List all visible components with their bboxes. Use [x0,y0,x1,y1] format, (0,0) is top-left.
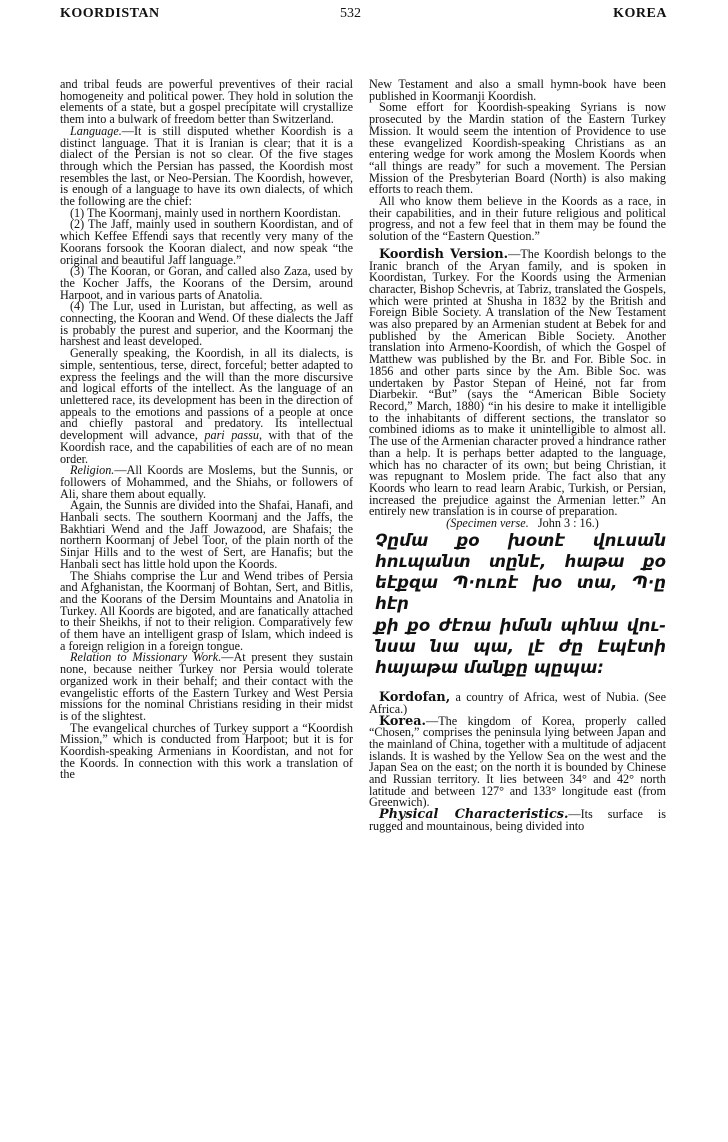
paragraph: and tribal feuds are powerful preventives of their racial homogeneity and political power. They hold in solution the elements of a state, but a gospel precipitate will crystallize them into a bulwark of freedom better than Switzerland. [60,77,353,127]
running-head-right: KOREA [613,6,667,21]
religion-heading: Religion. [70,463,115,478]
page-number: 532 [340,6,361,21]
paragraph: The evangelical churches of Turkey support a “Koordish Mission,” which is conducted from Harpoot; but it is for Koordish-speaking Armenians in Koordistan, and not for the Koords. In connection with this work a translation of the [60,720,353,782]
page-header [60,2,667,24]
specimen-line: նսա նա պա, լէ ժը Էպէտի [375,636,666,656]
kordofan-entry: Kordofan, a country of Africa, west of Nubia. (See Africa.) [369,690,666,716]
paragraph: All who know them believe in the Koords as a race, in their capabilities, and in their future religious and political progress, and not a few feel that in them may be found the solution of the “Eastern Question.” [369,194,666,244]
paragraph: Some effort for Koordish-speaking Syrians is now prosecuted by the Mardin station of the Eastern Turkey Mission. It would seem the intention of Providence to use these evangelized Koordish-speaking Christians as an entering wedge for work among the Moslem Koords when “all things are ready” for such a movement. The Persian Mission of the Presbyterian Board (North) is also making efforts to reach them. [369,100,666,197]
specimen-line: քի քօ ժէռա իման պհնա վու- [375,615,666,635]
koordish-version-entry: Koordish Version.—The Koordish belongs to the Iranic branch of the Aryan family, and is spoken in Koordistan, Turkey. For the Koords using the Armenian character, Bishop Schevris, at Tabriz, translated the Gospels, which were printed at Shusha in 1832 by the British and Foreign Bible Society. A translation of the New Testament was also prepared by an Armenian student at Bebek for and published by the American Bible Society. Another translation into Armeno-Koordish, of which the Gospel of Matthew was published by the Br. and For. Bible Soc. in 1856 and other parts since by the Am. Bible Soc. was undertaken by Pastor Stepan of Heiné, not far from Diarbekir. “But” (says the “American Bible Society Record,” March, 1880) “in his desire to make it intelligible to the inhabitants of different sections, the translator so combined idioms as to make it unintelligible to almost all. The use of the Armenian character proved a hindrance rather than a help. It is perhaps better adapted to the language, which has no character of its own; but being Christian, it was repugnant to Moslem pride. The fact also that any Koords who learn to read learn Arabic, Turkish, or Persian, increased the prejudice against the Armenian letter.” An entirely new translation is in course of preparation. [369,246,666,519]
korea-heading: Korea. [379,713,427,729]
missionary-heading: Relation to Missionary Work. [70,650,222,665]
dialect-koormanj: (1) The Koormanj, mainly used in northern Koordistan. [70,205,341,220]
missionary-paragraph: Relation to Missionary Work.—At present they sustain none, because neither Turkey nor Persia would tolerate organized work in their behalf; and their contact with the evangelistic efforts of the Eastern Turkey and West Persia missions for the nominal Christians residing in their midst is of the slightest. [60,650,353,723]
specimen-verse [369,530,666,678]
language-paragraph: Language.—It is still disputed whether Koordish is a distinct language. That it is Iranian is clear; that it is a dialect of the Persian is not so clear. Of the five stages through which the Persian has passed, the Koordish most resembles the last, or Neo-Persian. The Koordish, however, is enough of a language to have its own dialects, of which the following are the chief: [60,123,353,209]
specimen-caption: (Specimen verse. John 3 : 16.) [446,516,599,531]
paragraph: Again, the Sunnis are divided into the Shafai, Hanafi, and Hanbali sects. The southern Koormanj and the Jaffs, the Bakhtiari Wend and the Jaff Jowazood, are Shafais; the northern Koormanj of Jebel Toor, of the plain north of the Sinjar Hills and to the west of Sert, are Hanafis; but the Hanbali sect has little hold upon the Koords. [60,498,353,571]
specimen-line: եէքզա Պ·ուռէ խօ տա, Պ·ը հէր [375,573,666,614]
religion-paragraph: Religion.—All Koords are Moslems, but the Sunnis, or followers of Mohammed, and the Shiahs, or followers of Ali, share them about equally. [60,463,353,501]
specimen-line: Չըմա քօ խօտէ վուսան [375,530,666,550]
korea-entry: Korea.—The kingdom of Korea, properly called “Chosen,” comprises the peninsula lying between Japan and the mainland of China, together with a multitude of adjacent islands. It is washed by the Yellow Sea on the west and the Japan Sea on the east; on the north it is bounded by Chinese and Russian territory. It lies between 34° and 42° north latitude and between 127° and 133° longitude east (from Greenwich). [369,713,666,810]
specimen-line: հայաթա մանքը պըպա։ [375,657,604,677]
dialect-jaff: (2) The Jaff, mainly used in southern Koordistan, and of which Keffee Effendi says that recently very many of the Koorans forsook the Kooran dialect, and now speak “the original and beautiful Jaff language.” [60,217,353,267]
paragraph: Generally speaking, the Koordish, in all its dialects, is simple, sententious, terse, direct, forceful; better adapted to express the feelings and the will than the more discursive and logical efforts of the intellect. As the language of an unlettered race, its development has been in the direction of appeals to the emotions and passions of a people at once and chiefly pastoral and predatory. Its intellectual development will advance, pari passu, with that of the Koordish race, and the capabilities of each are of no mean order. [60,346,353,466]
physical-paragraph: Physical Characteristics.—Its surface is rugged and mountainous, being divided into [369,807,666,833]
paragraph: New Testament and also a small hymn-book have been published in Koormanji Koordish. [369,77,666,103]
physical-heading: Physical Characteristics. [379,807,569,823]
language-heading: Language. [70,123,122,138]
koordish-version-heading: Koordish Version. [379,246,509,262]
dialect-kooran: (3) The Kooran, or Goran, and called also Zaza, used by the Kocher Jaffs, the Koorans of the Dersim, around Harpoot, and in various parts of Anatolia. [60,264,353,302]
right-column [369,79,666,833]
running-head-left: KOORDISTAN [60,6,160,21]
left-column [60,79,353,781]
dialect-lur: (4) The Lur, used in Luristan, but affecting, as well as connecting, the Kooran and Wend. Of these dialects the Jaff is probably the purest and superior, and the Koormanj the harshest and least developed. [60,299,353,349]
kordofan-heading: Kordofan, [379,690,451,706]
specimen-line: հուպանտ տընէ, հաթա քօ [375,551,666,571]
paragraph: The Shiahs comprise the Lur and Wend tribes of Persia and Afghanistan, the Koormanj of Bohtan, Sert, and Bitlis, and the Koorans of the Dersim Mountains and Anatolia in Turkey. All Koords are bigoted, and are fanatically attached to their Sheikhs, if not to their religion. Comparatively few of them have an intelligent grasp of Islam, which indeed is a foreign religion in a foreign tongue. [60,568,353,653]
